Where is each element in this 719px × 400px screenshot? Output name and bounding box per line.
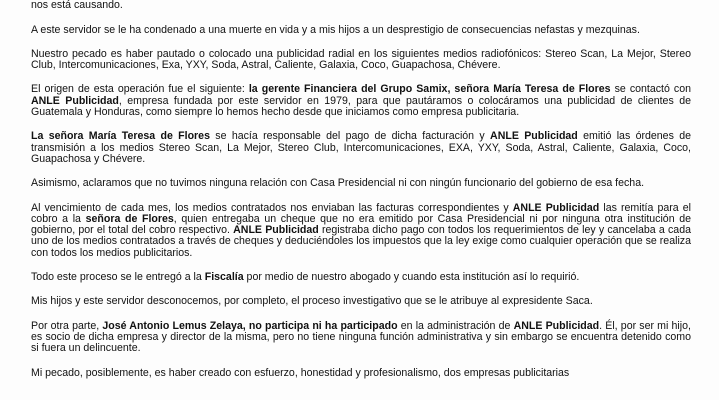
statement-paragraph bbox=[31, 203, 691, 259]
emphasized-text: ANLE Publicidad bbox=[513, 319, 600, 332]
paragraph-text: Todo este proceso se le entregó a la bbox=[31, 271, 205, 284]
paragraph-text: , empresa fundada por este servidor en 1979, para que pautáramos o colocáramos una publicidad de clientes de Guatemala y Honduras, como siempre lo hemos hecho desde que iniciamos como empresa publicitaria. bbox=[31, 94, 691, 119]
statement-paragraph bbox=[31, 368, 691, 379]
paragraph-text: Asimismo, aclaramos que no tuvimos ninguna relación con Casa Presidencial ni con ningún funcionario del gobierno de esa fecha. bbox=[31, 177, 645, 190]
emphasized-text: José Antonio Lemus Zelaya, no participa ni ha participado bbox=[102, 319, 398, 332]
paragraph-text: registraba dicho pago con todos los requerimientos de ley y cancelaba a cada uno de los medios contratados a través de cheques y deduciéndoles los impuestos que la ley exige como cualquier operación que se realiza con todos los medios publicitarios. bbox=[31, 224, 691, 259]
statement-paragraph bbox=[31, 178, 691, 189]
paragraph-text: se hacía responsable del pago de dicha facturación y bbox=[209, 130, 491, 143]
emphasized-text: ANLE Publicidad bbox=[512, 201, 600, 214]
paragraph-text: Por otra parte, bbox=[31, 319, 103, 332]
emphasized-text: ANLE Publicidad bbox=[490, 130, 578, 143]
paragraph-text: Al vencimiento de cada mes, los medios contratados nos enviaban las facturas correspondientes y bbox=[31, 201, 513, 214]
emphasized-text: señora de Flores bbox=[85, 212, 174, 225]
emphasized-text: Fiscalía bbox=[204, 271, 244, 284]
paragraph-text: nos está causando. bbox=[31, 0, 123, 12]
emphasized-text: la gerente Financiera del Grupo Samix, señora María Teresa de Flores bbox=[248, 83, 611, 96]
emphasized-text: ANLE Publicidad bbox=[233, 224, 319, 237]
paragraph-text: Mis hijos y este servidor desconocemos, por completo, el proceso investigativo que se le atribuye al expresidente Saca. bbox=[31, 295, 593, 308]
statement-paragraph bbox=[31, 84, 691, 118]
paragraph-text: se contactó con bbox=[610, 83, 691, 96]
statement-paragraph bbox=[31, 272, 691, 283]
paragraph-text: Mi pecado, posiblemente, es haber creado con esfuerzo, honestidad y profesionalismo, dos empresas publicitarias bbox=[31, 366, 570, 379]
paragraph-text: Nuestro pecado es haber pautado o colocado una publicidad radial en los siguientes medios radiofónicos: Stereo Scan, La Mejor, Stereo Club, Intercomunicaciones, Exa, YXY, Soda, Astral, Caliente, Galaxia, Coco, Guapachosa, Chévere. bbox=[31, 47, 691, 72]
statement-paragraph bbox=[31, 131, 691, 165]
statement-paragraph bbox=[31, 25, 691, 36]
statement-paragraph bbox=[31, 0, 691, 12]
statement-text-column bbox=[31, 0, 691, 392]
paragraph-text: , quien entregaba un cheque que no era emitido por Casa Presidencial ni por ninguna otra institución de gobierno, por el total del cobro respectivo. bbox=[31, 212, 692, 237]
paragraph-text: por medio de nuestro abogado y cuando esta institución así lo requirió. bbox=[243, 271, 580, 284]
statement-paragraph bbox=[31, 296, 691, 307]
paragraph-text: El origen de esta operación fue el siguiente: bbox=[31, 83, 249, 96]
paragraph-text: las remitía para el cobro a la bbox=[31, 201, 691, 225]
emphasized-text: ANLE Publicidad bbox=[31, 94, 119, 107]
paragraph-text: . Él, por ser mi hijo, es socio de dicha empresa y director de la misma, pero no tiene ninguna función administrativa y sin embargo se encuentra detenido como si fuera un delincuente. bbox=[31, 319, 691, 355]
statement-paragraph bbox=[31, 49, 691, 72]
paragraph-text: emitió las órdenes de transmisión a los medios Stereo Scan, La Mejor, Stereo Club, Intercomunicaciones, EXA, YXY, Soda, Astral, Caliente, Galaxia, Coco, Guapachosa y Chévere. bbox=[31, 130, 691, 165]
emphasized-text: La señora María Teresa de Flores bbox=[31, 130, 210, 143]
statement-paragraph bbox=[31, 321, 691, 355]
paragraph-text: A este servidor se le ha condenado a una muerte en vida y a mis hijos a un desprestigio de consecuencias nefastas y mezquinas. bbox=[31, 23, 640, 36]
paragraph-text: en la administración de bbox=[397, 319, 514, 332]
